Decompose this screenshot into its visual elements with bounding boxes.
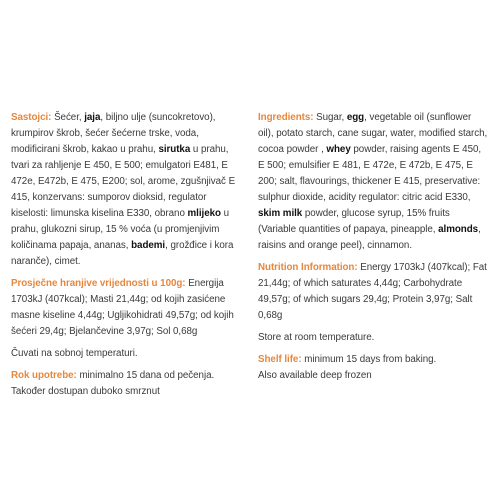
shelf-heading-hr: Rok upotrebe: (11, 370, 77, 381)
shelf-paragraph-hr (11, 368, 243, 384)
sastojci-heading: Sastojci: (11, 112, 52, 123)
allergen-word: almonds (438, 224, 479, 235)
nutrition-paragraph-en (258, 260, 488, 324)
ingredient-text-segment: Šećer, (51, 112, 85, 123)
frozen-note-hr: Također dostupan duboko smrznut (11, 386, 160, 397)
allergen-word: sirutka (158, 144, 191, 155)
allergen-word: bademi (131, 240, 166, 251)
ingredient-text-segment: u prahu, glukozni sirup, 15 % voća (u promjenjivim količinama papaja, ananas, (11, 208, 230, 251)
storage-text-hr: Čuvati na sobnoj temperaturi. (11, 348, 138, 359)
ingredient-text-segment: powder, glucose syrup, 15% fruits (Variable quantities of papaya, pineapple, (258, 208, 450, 235)
allergen-word: whey (326, 144, 351, 155)
shelf-text-hr: minimalno 15 dana od pečenja. (76, 370, 215, 381)
allergen-word: egg (346, 112, 365, 123)
sastojci-paragraph (11, 110, 243, 270)
nutrition-heading-en: Nutrition Information: (258, 262, 358, 273)
frozen-note-en: Also available deep frozen (258, 370, 372, 381)
croatian-column (11, 110, 243, 406)
ingredients-heading: Ingredients: (258, 112, 314, 123)
allergen-word: skim milk (258, 208, 303, 219)
shelf-text-en: minimum 15 days from baking. (301, 354, 437, 365)
shelf-paragraph-en (258, 352, 488, 368)
ingredient-text-segment: powder, raising agents E 450, E 500; emulsifier E 481, E 472e, E 472b, E 475, E 200; salt, flavourings, thickener E 415, preservative: sulphur dioxide, acidity regulator: citric acid E330, (258, 144, 482, 203)
nutrition-text-en: Energy 1703kJ (407kcal); Fat 21,44g; of which saturates 4,44g; Carbohydrate 49,57g; of which sugars 29,4g; Protein 3,97g; Salt 0,68g (258, 262, 487, 321)
allergen-word: mlijeko (187, 208, 221, 219)
sastojci-text (11, 112, 235, 267)
shelf-heading-en: Shelf life: (258, 354, 302, 365)
ingredient-text-segment: , raisins and orange peel), cinnamon. (258, 224, 481, 251)
ingredients-paragraph (258, 110, 488, 254)
nutrition-paragraph-hr (11, 276, 243, 340)
ingredient-text-segment: Sugar, (313, 112, 347, 123)
allergen-word: jaja (84, 112, 101, 123)
ingredient-text-segment: u prahu, tvari za rahljenje E 450, E 500; emulgatori E481, E 472e, E472b, E 475, E200; sol, arome, zgušnjivač E 415, konzervans: sumporov dioksid, regulator kiselosti: limunska kiselina E330, obrano (11, 144, 236, 219)
ingredient-text-segment: , biljno ulje (suncokretovo), krumpirov škrob, šećer šećerne trske, voda, modificirani škrob, kakao u prahu, (11, 112, 216, 155)
ingredient-text-segment: , grožđice i kora naranče), cimet. (11, 240, 234, 267)
ingredients-text (258, 112, 487, 251)
nutrition-heading-hr: Prosječne hranjive vrijednosti u 100g: (11, 278, 186, 289)
storage-text-en: Store at room temperature. (258, 332, 375, 343)
ingredient-text-segment: , vegetable oil (sunflower oil), potato starch, cane sugar, water, modified starch, cocoa powder , (258, 112, 488, 155)
english-column (258, 110, 488, 390)
nutrition-text-hr: Energija 1703kJ (407kcal); Masti 21,44g; od kojih zasićene masne kiseline 4,44g; Ugljikohidrati 49,57g; od kojih šećeri 29,4g; Bjelančevine 3,97g; Sol 0,68g (11, 278, 234, 337)
